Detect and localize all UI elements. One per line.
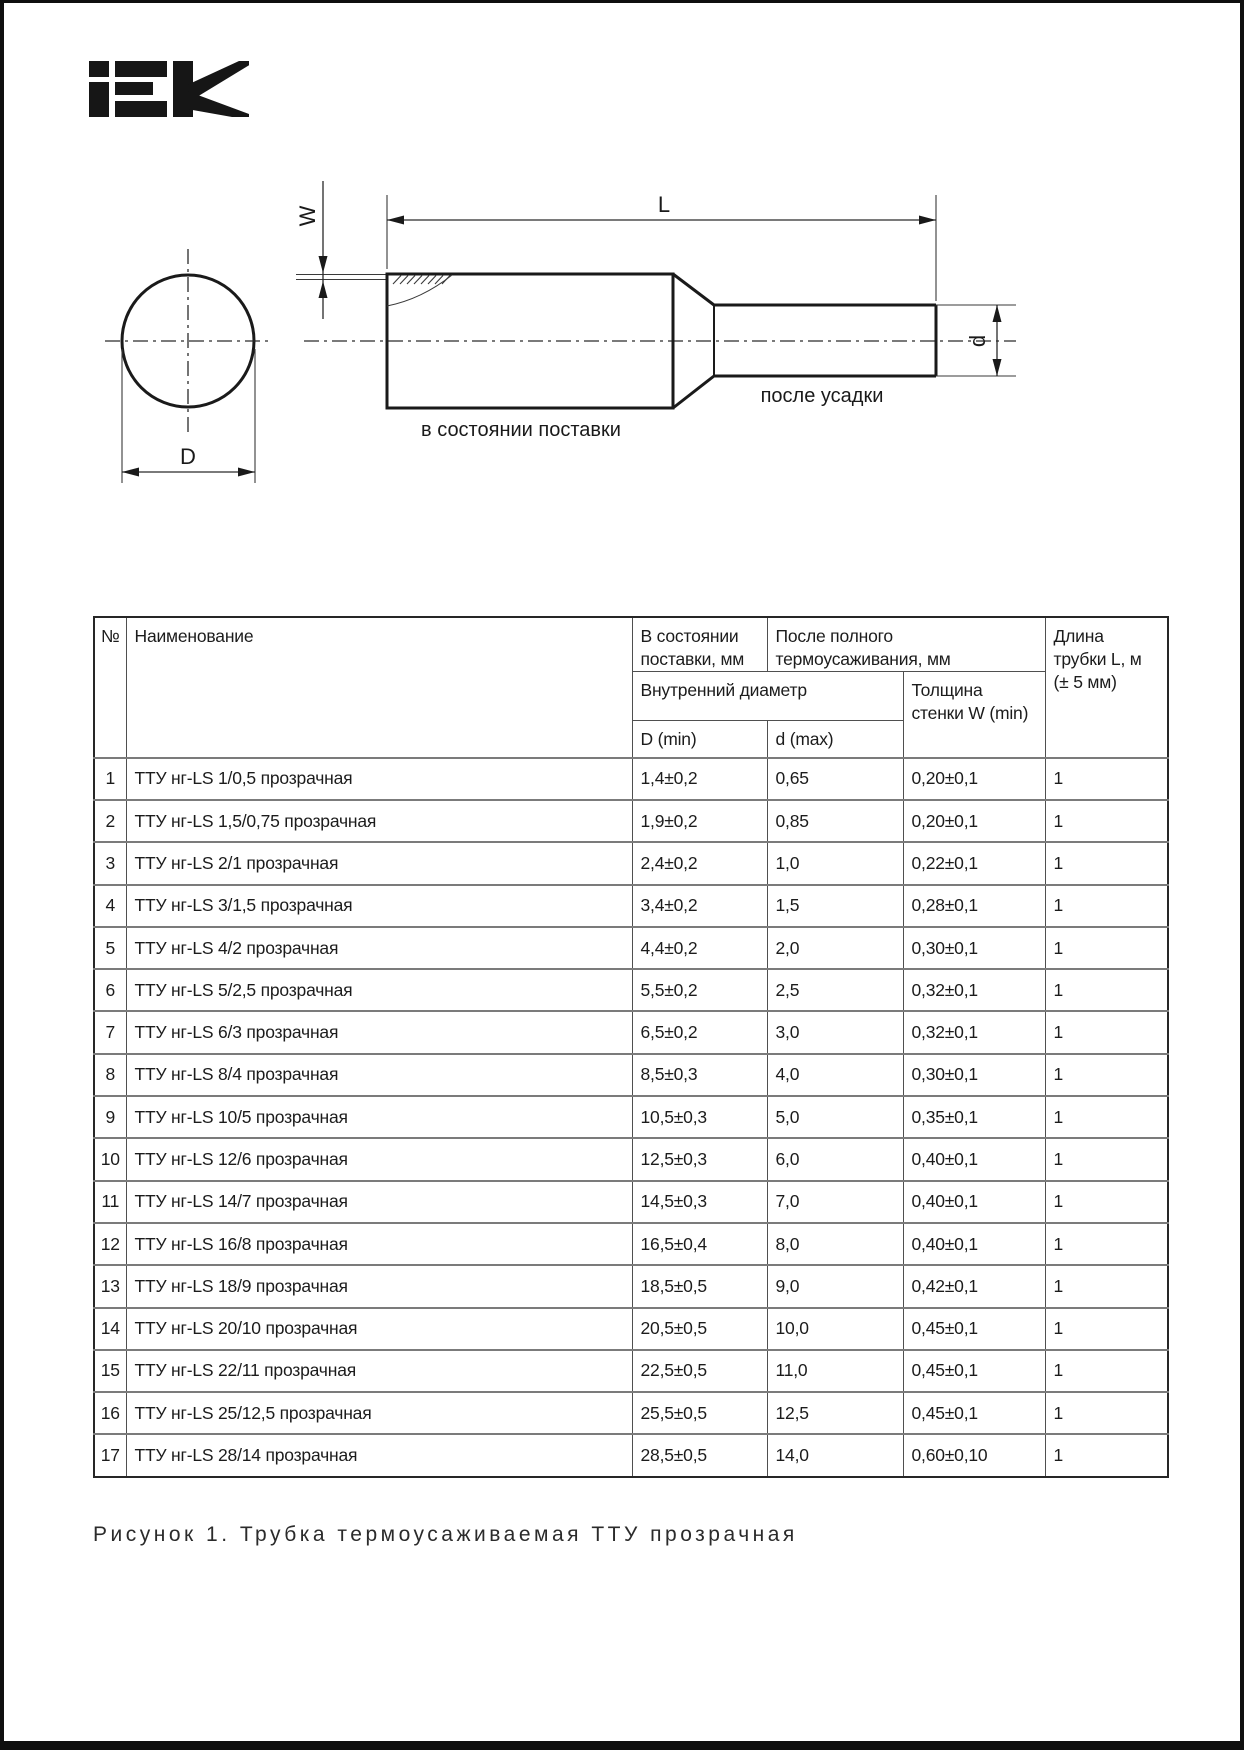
row-length-cell: 1 [1045, 1308, 1168, 1350]
spec-table [93, 616, 1169, 1478]
dim-l-arrow-right [919, 216, 936, 225]
table-row [94, 1096, 1168, 1138]
row-d-max-cell: 12,5 [767, 1392, 903, 1434]
row-length-cell: 1 [1045, 1096, 1168, 1138]
row-num-cell: 17 [94, 1434, 126, 1476]
row-name-cell: ТТУ нг-LS 3/1,5 прозрачная [126, 885, 632, 927]
dim-l-arrow-left [387, 216, 404, 225]
dimension-label-D: D [180, 444, 196, 469]
row-wall-cell: 0,40±0,1 [903, 1223, 1045, 1265]
taper-top [673, 274, 714, 305]
dim-d-arrow-right [238, 468, 255, 477]
row-d-max-cell: 0,65 [767, 758, 903, 800]
row-D-min-cell: 22,5±0,5 [632, 1350, 767, 1392]
row-D-min-cell: 28,5±0,5 [632, 1434, 767, 1476]
row-num-cell: 7 [94, 1011, 126, 1053]
row-name-cell: ТТУ нг-LS 12/6 прозрачная [126, 1138, 632, 1180]
row-num-cell: 2 [94, 800, 126, 842]
table-row [94, 1138, 1168, 1180]
row-name-cell: ТТУ нг-LS 28/14 прозрачная [126, 1434, 632, 1476]
table-row [94, 1181, 1168, 1223]
row-num-cell: 15 [94, 1350, 126, 1392]
row-D-min-cell: 25,5±0,5 [632, 1392, 767, 1434]
row-num-cell: 4 [94, 885, 126, 927]
row-D-min-cell: 2,4±0,2 [632, 842, 767, 884]
row-length-cell: 1 [1045, 1265, 1168, 1307]
row-D-min-cell: 1,9±0,2 [632, 800, 767, 842]
row-name-cell: ТТУ нг-LS 20/10 прозрачная [126, 1308, 632, 1350]
row-length-cell: 1 [1045, 1434, 1168, 1476]
row-num-cell: 10 [94, 1138, 126, 1180]
row-d-max-cell: 9,0 [767, 1265, 903, 1307]
row-d-max-cell: 10,0 [767, 1308, 903, 1350]
table-row [94, 1054, 1168, 1096]
heat-shrink-tube-drawing [4, 3, 1244, 533]
header-name: Наименование [126, 617, 632, 758]
row-name-cell: ТТУ нг-LS 2/1 прозрачная [126, 842, 632, 884]
row-wall-cell: 0,20±0,1 [903, 758, 1045, 800]
row-name-cell: ТТУ нг-LS 1,5/0,75 прозрачная [126, 800, 632, 842]
row-length-cell: 1 [1045, 927, 1168, 969]
row-D-min-cell: 10,5±0,3 [632, 1096, 767, 1138]
dim-small-d-arrow-up [993, 305, 1002, 322]
table-row [94, 927, 1168, 969]
row-wall-cell: 0,45±0,1 [903, 1350, 1045, 1392]
dimension-label-L: L [657, 192, 671, 217]
table-row [94, 758, 1168, 800]
dim-d-arrow-left [122, 468, 139, 477]
table-row [94, 1350, 1168, 1392]
row-D-min-cell: 18,5±0,5 [632, 1265, 767, 1307]
row-wall-cell: 0,40±0,1 [903, 1181, 1045, 1223]
row-D-min-cell: 8,5±0,3 [632, 1054, 767, 1096]
row-num-cell: 13 [94, 1265, 126, 1307]
table-row [94, 1434, 1168, 1476]
row-num-cell: 11 [94, 1181, 126, 1223]
row-length-cell: 1 [1045, 885, 1168, 927]
row-wall-cell: 0,32±0,1 [903, 969, 1045, 1011]
table-row [94, 1308, 1168, 1350]
row-D-min-cell: 4,4±0,2 [632, 927, 767, 969]
row-wall-cell: 0,30±0,1 [903, 1054, 1045, 1096]
table-row [94, 800, 1168, 842]
row-wall-cell: 0,35±0,1 [903, 1096, 1045, 1138]
row-name-cell: ТТУ нг-LS 16/8 прозрачная [126, 1223, 632, 1265]
row-wall-cell: 0,45±0,1 [903, 1392, 1045, 1434]
header-inner-diameter: Внутренний диаметр [632, 672, 903, 721]
table-row [94, 842, 1168, 884]
row-name-cell: ТТУ нг-LS 25/12,5 прозрачная [126, 1392, 632, 1434]
row-d-max-cell: 2,5 [767, 969, 903, 1011]
row-D-min-cell: 5,5±0,2 [632, 969, 767, 1011]
row-num-cell: 8 [94, 1054, 126, 1096]
dim-w-arrow-up [319, 281, 328, 298]
table-row [94, 1223, 1168, 1265]
row-length-cell: 1 [1045, 758, 1168, 800]
row-length-cell: 1 [1045, 1011, 1168, 1053]
table-row [94, 1265, 1168, 1307]
header-num: № [94, 617, 126, 758]
row-num-cell: 9 [94, 1096, 126, 1138]
taper-bottom [673, 376, 714, 408]
dimension-label-W: W [295, 205, 320, 227]
table-row [94, 1392, 1168, 1434]
dim-small-d-arrow-down [993, 359, 1002, 376]
row-d-max-cell: 8,0 [767, 1223, 903, 1265]
row-wall-cell: 0,22±0,1 [903, 842, 1045, 884]
row-d-max-cell: 11,0 [767, 1350, 903, 1392]
row-d-max-cell: 5,0 [767, 1096, 903, 1138]
table-row [94, 1011, 1168, 1053]
table-row [94, 969, 1168, 1011]
row-num-cell: 12 [94, 1223, 126, 1265]
table-row [94, 885, 1168, 927]
row-length-cell: 1 [1045, 842, 1168, 884]
supplied-state-label: в состоянии поставки [421, 419, 621, 441]
row-length-cell: 1 [1045, 1138, 1168, 1180]
row-wall-cell: 0,40±0,1 [903, 1138, 1045, 1180]
row-length-cell: 1 [1045, 1350, 1168, 1392]
dimension-label-small-d: d [965, 334, 990, 348]
row-d-max-cell: 6,0 [767, 1138, 903, 1180]
row-num-cell: 3 [94, 842, 126, 884]
row-d-max-cell: 7,0 [767, 1181, 903, 1223]
row-num-cell: 5 [94, 927, 126, 969]
row-length-cell: 1 [1045, 1054, 1168, 1096]
row-D-min-cell: 20,5±0,5 [632, 1308, 767, 1350]
row-name-cell: ТТУ нг-LS 14/7 прозрачная [126, 1181, 632, 1223]
row-d-max-cell: 3,0 [767, 1011, 903, 1053]
row-length-cell: 1 [1045, 969, 1168, 1011]
row-wall-cell: 0,60±0,10 [903, 1434, 1045, 1476]
row-name-cell: ТТУ нг-LS 4/2 прозрачная [126, 927, 632, 969]
dim-w-arrow-down [319, 256, 328, 273]
row-length-cell: 1 [1045, 1181, 1168, 1223]
row-D-min-cell: 3,4±0,2 [632, 885, 767, 927]
row-length-cell: 1 [1045, 800, 1168, 842]
row-wall-cell: 0,32±0,1 [903, 1011, 1045, 1053]
row-wall-cell: 0,20±0,1 [903, 800, 1045, 842]
row-wall-cell: 0,42±0,1 [903, 1265, 1045, 1307]
row-d-max-cell: 0,85 [767, 800, 903, 842]
row-D-min-cell: 6,5±0,2 [632, 1011, 767, 1053]
row-wall-cell: 0,45±0,1 [903, 1308, 1045, 1350]
row-D-min-cell: 16,5±0,4 [632, 1223, 767, 1265]
header-after-shrink: После полного термоусаживания, мм [767, 617, 1045, 672]
row-d-max-cell: 1,5 [767, 885, 903, 927]
row-name-cell: ТТУ нг-LS 6/3 прозрачная [126, 1011, 632, 1053]
row-num-cell: 16 [94, 1392, 126, 1434]
row-d-max-cell: 1,0 [767, 842, 903, 884]
row-length-cell: 1 [1045, 1223, 1168, 1265]
row-num-cell: 14 [94, 1308, 126, 1350]
row-num-cell: 1 [94, 758, 126, 800]
row-wall-cell: 0,28±0,1 [903, 885, 1045, 927]
row-name-cell: ТТУ нг-LS 1/0,5 прозрачная [126, 758, 632, 800]
header-D-min: D (min) [632, 721, 767, 758]
row-d-max-cell: 14,0 [767, 1434, 903, 1476]
row-num-cell: 6 [94, 969, 126, 1011]
header-wall-thickness: Толщина стенки W (min) [903, 672, 1045, 758]
after-shrink-label: после усадки [760, 385, 884, 407]
row-name-cell: ТТУ нг-LS 5/2,5 прозрачная [126, 969, 632, 1011]
figure-caption: Рисунок 1. Трубка термоусаживаемая ТТУ прозрачная [93, 1523, 798, 1546]
spec-table-body [94, 758, 1168, 1477]
row-length-cell: 1 [1045, 1392, 1168, 1434]
row-name-cell: ТТУ нг-LS 22/11 прозрачная [126, 1350, 632, 1392]
row-name-cell: ТТУ нг-LS 8/4 прозрачная [126, 1054, 632, 1096]
spec-table-header [94, 617, 1168, 758]
header-d-max: d (max) [767, 721, 903, 758]
row-name-cell: ТТУ нг-LS 10/5 прозрачная [126, 1096, 632, 1138]
row-name-cell: ТТУ нг-LS 18/9 прозрачная [126, 1265, 632, 1307]
row-D-min-cell: 12,5±0,3 [632, 1138, 767, 1180]
row-D-min-cell: 14,5±0,3 [632, 1181, 767, 1223]
header-supplied: В состоянии поставки, мм [632, 617, 767, 672]
row-d-max-cell: 4,0 [767, 1054, 903, 1096]
row-d-max-cell: 2,0 [767, 927, 903, 969]
row-D-min-cell: 1,4±0,2 [632, 758, 767, 800]
row-wall-cell: 0,30±0,1 [903, 927, 1045, 969]
header-length: Длина трубки L, м (± 5 мм) [1045, 617, 1168, 758]
